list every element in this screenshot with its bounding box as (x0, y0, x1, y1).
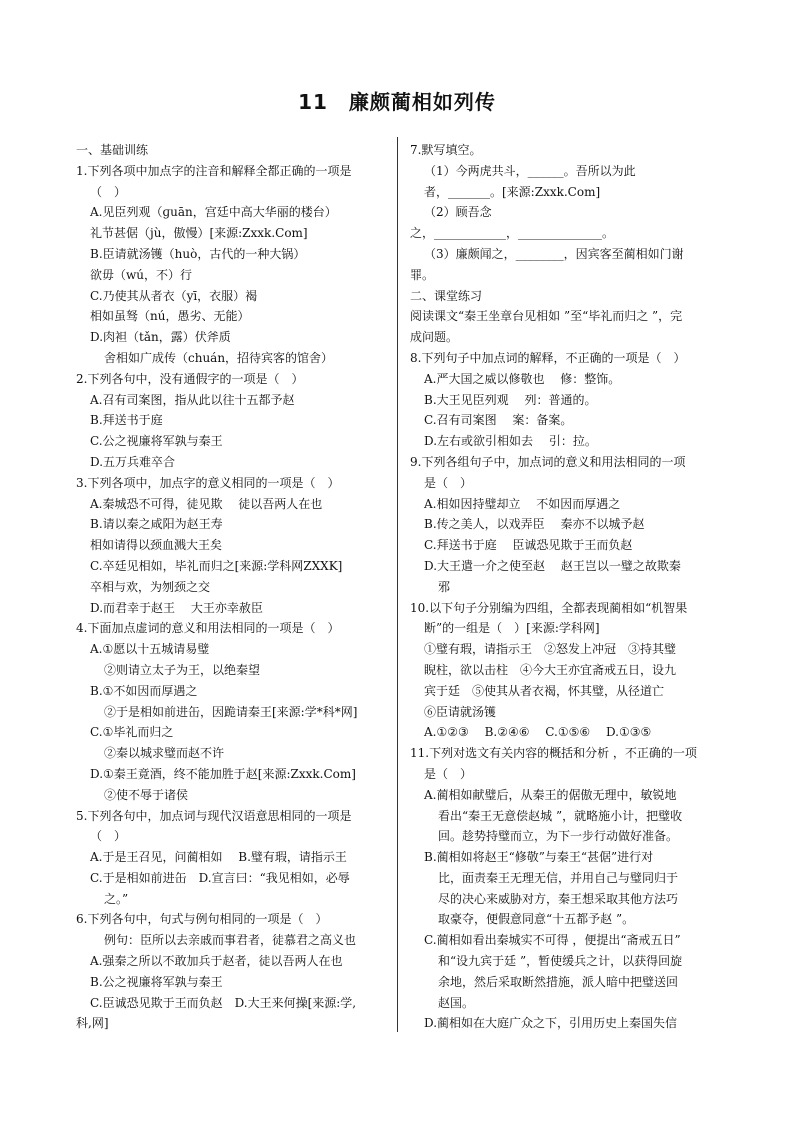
text-line: 邪 (438, 579, 451, 594)
text-line: A.见臣列观（ɡuān，宫廷中高大华丽的楼台） (90, 205, 337, 220)
text-line: C.卒廷见相如，毕礼而归之[来源:学科网ZXXK] (90, 558, 343, 573)
text-line: B.大王见臣列观 列：普通的。 (424, 392, 597, 407)
text-line: 5.下列各句中，加点词与现代汉语意思相同的一项是 (76, 808, 352, 823)
text-line: ①璧有瑕，请指示王 ②怒发上冲冠 ③持其璧 (424, 642, 677, 657)
text-line: B.蔺相如将赵王“修敬”与秦王“甚倨”进行对 (424, 850, 654, 865)
text-line: A.①②③ B.②④⑥ C.①⑤⑥ D.①③⑤ (424, 725, 652, 740)
text-line: 10.以下句子分别编为四组，全都表现蔺相如“机智果 (410, 600, 688, 615)
text-line: 赵国。 (438, 995, 475, 1010)
text-line: 礼节甚倨（jù，傲慢）[来源:Zxxk.Com] (90, 226, 308, 241)
text-line: D.左右或欲引相如去 引：拉。 (424, 434, 597, 449)
text-line: B.公之视廉将军孰与秦王 (90, 974, 223, 989)
text-line: 看出“秦王无意偿赵城 ”，就略施小计，把璧收 (438, 808, 683, 823)
text-line: 是（ ） (424, 475, 473, 490)
text-line: 取豪夺，便假意同意“十五都予赵 ”。 (438, 912, 635, 927)
text-line: B.传之美人，以戏弄臣 秦亦不以城予赵 (424, 517, 645, 532)
text-line: B.①不如因而厚遇之 (90, 683, 198, 698)
text-line: ②于是相如前进缶，因跪请秦王[来源:学*科*网] (104, 704, 358, 719)
text-line: 阅读课文“秦王坐章台见相如 ”至“毕礼而归之 ”，完 (410, 309, 683, 324)
text-line: 者，_______。[来源:Zxxk.Com] (424, 184, 601, 199)
text-line: A.严大国之威以修敬也 修：整饰。 (424, 371, 621, 386)
text-line: A.于是王召见，问蔺相如 B.璧有瑕，请指示王 (90, 850, 347, 865)
text-line: B.请以秦之咸阳为赵王寿 (90, 517, 223, 532)
text-line: 回。趁势持璧而立，为下一步行动做好准备。 (438, 829, 679, 844)
text-line: 6.下列各句中，句式与例句相同的一项是（ ） (76, 912, 328, 927)
text-line: 欲毋（wú，不）行 (90, 267, 193, 282)
text-line: 7.默写填空。 (410, 143, 482, 157)
text-line: 宾于廷 ⑤使其从者衣褐，怀其璧，从径道亡 (424, 683, 665, 698)
text-line: D.蔺相如在大庭广众之下，引用历史上秦国失信 (424, 1016, 678, 1031)
text-line: 尽的决心来威胁对方，秦王想采取其他方法巧 (438, 891, 679, 906)
text-line: B.臣请就汤镬（huò，古代的一种大锅） (90, 246, 306, 261)
text-line: ②使不辱于诸侯 (104, 787, 189, 802)
text-line: 睨柱，欲以击柱 ④今大王亦宜斋戒五日，设九 (424, 662, 677, 677)
text-line: 1.下列各项中加点字的注音和解释全都正确的一项是 (76, 163, 352, 178)
text-line: 之。” (104, 891, 129, 906)
text-line: ②则请立太子为王，以绝秦望 (104, 662, 261, 677)
text-line: 一、基础训练 (76, 143, 149, 157)
text-line: C.召有司案图 案：备案。 (424, 413, 573, 428)
text-line: （ ） (90, 829, 127, 844)
text-line: A.强秦之所以不敢加兵于赵者，徒以吾两人在也 (90, 954, 343, 969)
text-line: 和“设九宾于廷 ”，暂使缓兵之计，以获得回旋 (438, 954, 683, 969)
text-line: （2）顾吾念 (424, 205, 492, 220)
text-line: A.①愿以十五城请易璧 (90, 642, 210, 657)
text-line: C.臣诚恐见欺于王而负赵 D.大王来何操[来源:学, (90, 995, 357, 1010)
right-column (410, 140, 730, 1034)
text-line: 舍相如广成传（chuán，招待宾客的馆舍） (104, 350, 334, 365)
text-line: 8.下列句子中加点词的解释，不正确的一项是（ ） (410, 350, 686, 365)
text-line: A.蔺相如献璧后，从秦王的倨傲无理中，敏锐地 (424, 787, 677, 802)
left-column (76, 140, 386, 1034)
text-line: 4.下面加点虚词的意义和用法相同的一项是（ ） (76, 621, 340, 636)
text-line: C.乃使其从者衣（yī，衣服）褐 (90, 288, 258, 303)
text-line: 罪。 (410, 267, 435, 282)
text-line: 之，____________，______________。 (410, 226, 615, 241)
text-line: 余地，然后采取断然措施，派人暗中把璧送回 (438, 974, 679, 989)
text-line: 成问题。 (410, 330, 459, 345)
text-line: 二、课堂练习 (410, 288, 483, 303)
text-line: B.拜送书于庭 (90, 413, 163, 428)
text-line: 例句：臣所以去亲戚而事君者，徒慕君之高义也 (104, 933, 357, 948)
text-line: 2.下列各句中，没有通假字的一项是（ ） (76, 371, 304, 386)
text-line: D.五万兵难卒合 (90, 454, 176, 469)
text-line: A.召有司案图，指从此以往十五都予赵 (90, 392, 295, 407)
text-line: 9.下列各组句子中，加点词的意义和用法相同的一项 (410, 454, 686, 469)
text-line: 3.下列各项中，加点字的意义相同的一项是（ ） (76, 475, 340, 490)
text-line: （3）廉颇闻之，________，因宾客至蔺相如门谢 (424, 246, 684, 261)
text-line: ⑥臣请就汤镬 (424, 704, 497, 719)
text-line: D.肉袒（tǎn，露）伏斧质 (90, 330, 231, 345)
text-line: 断”的一组是（ ）[来源:学科网] (424, 621, 600, 636)
text-line: 相如虽驽（nú，愚劣、无能） (90, 309, 250, 324)
text-line: （ ） (90, 184, 127, 199)
text-line: A.秦城恐不可得，徒见欺 徒以吾两人在也 (90, 496, 323, 511)
text-line: D.大王遣一介之使至赵 赵王岂以一璧之故欺秦 (424, 558, 681, 573)
text-line: C.公之视廉将军孰与秦王 (90, 434, 223, 449)
column-divider (397, 137, 398, 1032)
page-title: 11 廉颇蔺相如列传 (298, 90, 496, 114)
text-line: 比，面责秦王无理无信，并用自己与璧同归于 (438, 870, 679, 885)
text-line: D.而君幸于赵王 大王亦幸赦臣 (90, 600, 263, 615)
text-line: 卒相与欢，为刎颈之交 (90, 579, 211, 594)
text-line: C.于是相如前进缶 D.宣言曰：“我见相如，必辱 (90, 870, 350, 885)
text-line: C.蔺相如看出秦城实不可得 ，便提出“斋戒五日” (424, 933, 681, 948)
text-line: C.①毕礼而归之 (90, 725, 174, 740)
text-line: ②秦以城求璧而赵不许 (104, 746, 225, 761)
text-line: 11.下列对选文有关内容的概括和分析 ，不正确的一项 (410, 746, 697, 761)
text-line: （1）今两虎共斗，______。吾所以为此 (424, 163, 636, 178)
text-line: A.相如因持璧却立 不如因而厚遇之 (424, 496, 621, 511)
text-line: D.①秦王竟酒，终不能加胜于赵[来源:Zxxk.Com] (90, 766, 356, 781)
text-line: 相如请得以颈血溅大王矣 (90, 538, 223, 553)
text-line: 是（ ） (424, 766, 473, 781)
text-line: 科,网] (76, 1016, 109, 1031)
text-line: C.拜送书于庭 臣诚恐见欺于王而负赵 (424, 538, 633, 553)
